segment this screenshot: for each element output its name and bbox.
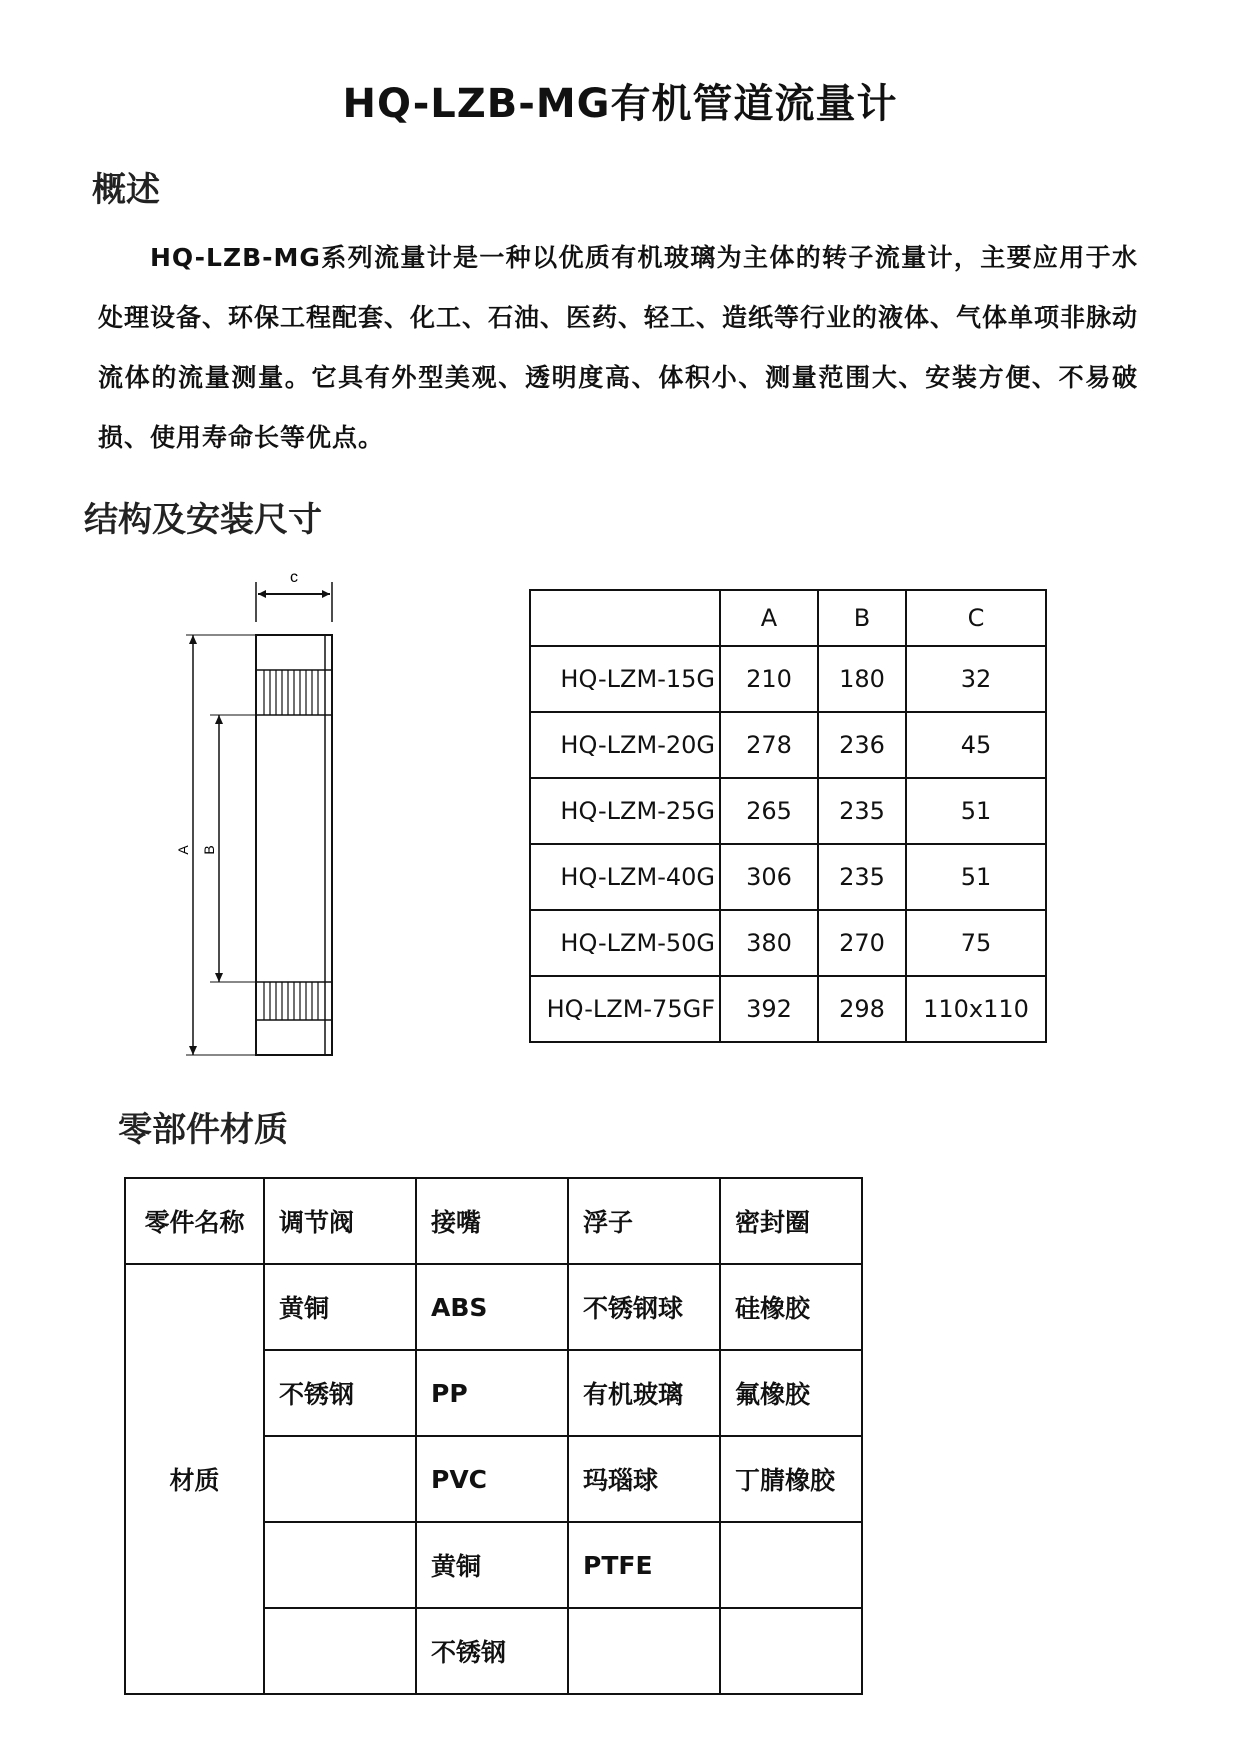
a-arrow-top — [189, 635, 197, 644]
table-row — [530, 712, 1046, 778]
valve-material-cell: 黄铜 — [264, 1264, 416, 1350]
dimensions-header-c: C — [906, 590, 1046, 646]
materials-header-float: 浮子 — [568, 1178, 720, 1264]
table-row — [125, 1264, 862, 1350]
c-value-cell: 32 — [906, 646, 1046, 712]
a-value-cell: 278 — [720, 712, 818, 778]
model-cell: HQ-LZM-40G — [530, 844, 720, 910]
page-title: HQ-LZB-MG有机管道流量计 — [342, 81, 898, 127]
seal-material-cell — [720, 1522, 862, 1608]
c-value-cell: 45 — [906, 712, 1046, 778]
model-cell: HQ-LZM-15G — [530, 646, 720, 712]
a-label: A — [175, 845, 191, 855]
valve-material-cell — [264, 1522, 416, 1608]
flowmeter-dimension-drawing — [175, 560, 360, 1080]
overview-heading: 概述 — [92, 170, 160, 210]
dimensions-header-a: A — [720, 590, 818, 646]
table-row — [530, 646, 1046, 712]
model-cell: HQ-LZM-20G — [530, 712, 720, 778]
model-cell: HQ-LZM-75GF — [530, 976, 720, 1042]
materials-header-valve: 调节阀 — [264, 1178, 416, 1264]
c-arrow-left — [258, 590, 266, 598]
float-material-cell: 玛瑙球 — [568, 1436, 720, 1522]
a-value-cell: 210 — [720, 646, 818, 712]
overview-paragraph: HQ-LZB-MG系列流量计是一种以优质有机玻璃为主体的转子流量计，主要应用于水处理设备、环保工程配套、化工、石油、医药、轻工、造纸等行业的液体、气体单项非脉动流体的流量测量。它具有外型美观、透明度高、体积小、测量范围大、安装方便、不易破损、使用寿命长等优点。 — [98, 243, 1139, 452]
c-value-cell: 51 — [906, 778, 1046, 844]
materials-heading: 零部件材质 — [118, 1110, 288, 1150]
seal-material-cell — [720, 1608, 862, 1694]
b-value-cell: 298 — [818, 976, 906, 1042]
float-material-cell: PTFE — [568, 1522, 720, 1608]
nozzle-material-cell: PVC — [416, 1436, 568, 1522]
model-cell: HQ-LZM-25G — [530, 778, 720, 844]
table-row — [530, 976, 1046, 1042]
table-row — [530, 910, 1046, 976]
nozzle-material-cell: ABS — [416, 1264, 568, 1350]
seal-material-cell: 氟橡胶 — [720, 1350, 862, 1436]
nozzle-material-cell: 不锈钢 — [416, 1608, 568, 1694]
a-value-cell: 265 — [720, 778, 818, 844]
b-arrow-top — [215, 715, 223, 724]
seal-material-cell: 丁腈橡胶 — [720, 1436, 862, 1522]
valve-material-cell — [264, 1608, 416, 1694]
nozzle-material-cell: PP — [416, 1350, 568, 1436]
materials-header-nozzle: 接嘴 — [416, 1178, 568, 1264]
b-value-cell: 180 — [818, 646, 906, 712]
a-value-cell: 380 — [720, 910, 818, 976]
valve-material-cell — [264, 1436, 416, 1522]
dimensions-header-b: B — [818, 590, 906, 646]
c-label: c — [290, 569, 298, 586]
b-value-cell: 270 — [818, 910, 906, 976]
table-row — [530, 778, 1046, 844]
b-arrow-bottom — [215, 973, 223, 982]
materials-table — [124, 1177, 863, 1695]
materials-header-part-name: 零件名称 — [125, 1178, 264, 1264]
b-value-cell: 235 — [818, 778, 906, 844]
model-cell: HQ-LZM-50G — [530, 910, 720, 976]
c-value-cell: 110x110 — [906, 976, 1046, 1042]
material-row-label: 材质 — [125, 1264, 264, 1694]
table-row — [530, 844, 1046, 910]
materials-header-seal: 密封圈 — [720, 1178, 862, 1264]
structure-heading: 结构及安装尺寸 — [84, 500, 322, 540]
seal-material-cell: 硅橡胶 — [720, 1264, 862, 1350]
float-material-cell — [568, 1608, 720, 1694]
b-value-cell: 235 — [818, 844, 906, 910]
a-arrow-bottom — [189, 1046, 197, 1055]
b-value-cell: 236 — [818, 712, 906, 778]
float-material-cell: 不锈钢球 — [568, 1264, 720, 1350]
c-value-cell: 51 — [906, 844, 1046, 910]
dimensions-header-row — [530, 590, 1046, 646]
dimensions-header-model — [530, 590, 720, 646]
a-value-cell: 306 — [720, 844, 818, 910]
c-arrow-right — [322, 590, 330, 598]
nozzle-material-cell: 黄铜 — [416, 1522, 568, 1608]
b-label: B — [201, 845, 217, 855]
float-material-cell: 有机玻璃 — [568, 1350, 720, 1436]
valve-material-cell: 不锈钢 — [264, 1350, 416, 1436]
a-value-cell: 392 — [720, 976, 818, 1042]
materials-header-row — [125, 1178, 862, 1264]
c-value-cell: 75 — [906, 910, 1046, 976]
dimensions-table — [529, 589, 1047, 1043]
